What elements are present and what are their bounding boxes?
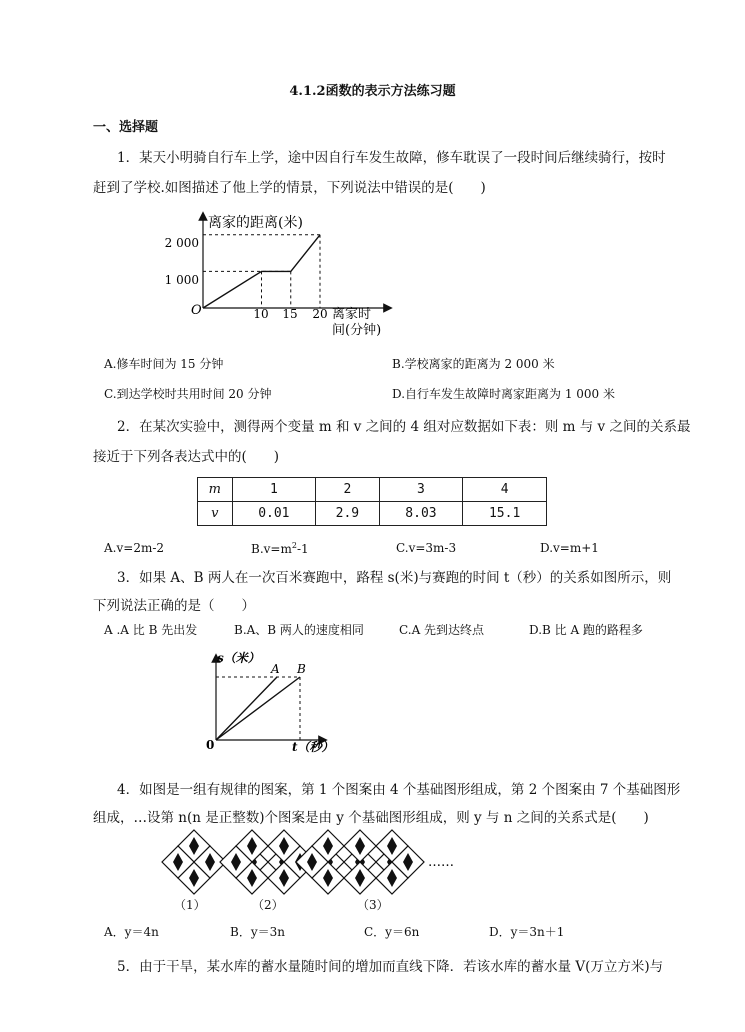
page-title: 4.1.2函数的表示方法练习题 [289,84,456,99]
q4-caption-1: （1） [174,898,206,912]
q3-y-label: s（米） [217,651,260,665]
q1-x-label-2: 间(分钟) [332,323,382,338]
q2-data-table [197,477,547,526]
q1-option-b: B.学校离家的距离为 2 000 米 [392,357,555,371]
q2-option-a: A.v=2m-2 [104,541,165,555]
q1-y-label: 离家的距离(米) [208,215,303,231]
q2-option-b-tail: -1 [296,542,309,556]
table-cell: 1 [232,478,316,502]
q1-y-tick-2000: 2 000 [164,236,199,250]
q4-option-a: A．y＝4n [104,925,159,939]
q3-line-b [216,677,300,740]
table-cell: 4 [463,478,547,502]
table-cell: 3 [379,478,463,502]
q1-x-label-1: 离家时 [332,307,372,322]
q1-x-tick-15: 15 [282,307,298,321]
q1-x-tick-10: 10 [253,307,269,321]
q3-text-line2: 下列说法正确的是（ ） [93,598,255,614]
section-heading: 一、选择题 [93,120,159,135]
q3-label-a: A [271,662,280,676]
q2-option-b [251,541,309,556]
q4-text-line2: 组成，…设第 n(n 是正整数)个图案是由 y 个基础图形组成，则 y 与 n 之间的关系式是( ) [93,810,649,826]
table-cell: m [198,478,233,502]
q4-caption-3: （3） [357,898,389,912]
table-cell: 15.1 [463,502,547,526]
table-cell: 2 [316,478,379,502]
q3-option-b: B.A、B 两人的速度相同 [234,623,364,637]
q1-graph [160,210,400,345]
q4-text-line1: 4．如图是一组有规律的图案，第 1 个图案由 4 个基础图形组成，第 2 个图案由 7 个基础图形 [117,782,681,798]
q2-option-d: D.v=m+1 [540,541,599,555]
q3-text-line1: 3．如果 A、B 两人在一次百米赛跑中，路程 s(米)与赛跑的时间 t（秒）的关系如图所示，则 [117,570,672,586]
q3-origin: 0 [206,738,215,752]
table-row [198,502,547,526]
q1-text-line2: 赶到了学校.如图描述了他上学的情景，下列说法中错误的是( ) [93,180,486,196]
table-cell: 8.03 [379,502,463,526]
table-cell: v [198,502,233,526]
q1-y-tick-1000: 1 000 [164,273,199,287]
q3-option-d: D.B 比 A 跑的路程多 [529,623,643,637]
q2-option-b-exponent: 2 [291,541,297,550]
q3-line-a [216,677,277,740]
table-row [198,478,547,502]
q4-ellipsis: …… [428,855,454,870]
q4-option-d: D．y＝3n＋1 [489,925,565,939]
q4-option-c: C．y＝6n [364,925,420,939]
q1-origin: O [191,303,202,318]
q1-x-tick-20: 20 [312,307,328,321]
q2-text-line1: 2．在某次实验中，测得两个变量 m 和 v 之间的 4 组对应数据如下表：则 m 与 v 之间的关系最 [117,419,691,435]
q3-option-a: A .A 比 B 先出发 [104,623,198,637]
q4-caption-2: （2） [252,898,284,912]
q2-option-b-text: B.v=m [251,542,292,556]
q1-text-line1: 1．某天小明骑自行车上学，途中因自行车发生故障，修车耽误了一段时间后继续骑行，按时 [117,150,666,166]
table-cell: 0.01 [232,502,316,526]
q3-label-b: B [297,662,306,676]
q4-pattern-figure [158,826,468,898]
q3-option-c: C.A 先到达终点 [399,623,485,637]
q5-text-line1: 5．由于干旱，某水库的蓄水量随时间的增加而直线下降．若该水库的蓄水量 V(万立方米)与 [117,959,664,975]
q2-option-c: C.v=3m-3 [396,541,457,555]
q2-text-line2: 接近于下列各表达式中的( ) [93,449,280,465]
q3-graph [195,648,345,758]
table-cell: 2.9 [316,502,379,526]
q1-option-c: C.到达学校时共用时间 20 分钟 [104,387,272,401]
q3-x-label: t（秒） [292,740,334,754]
q1-option-a: A.修车时间为 15 分钟 [104,357,224,371]
q1-option-d: D.自行车发生故障时离家距离为 1 000 米 [392,387,615,401]
q4-option-b: B．y＝3n [230,925,285,939]
